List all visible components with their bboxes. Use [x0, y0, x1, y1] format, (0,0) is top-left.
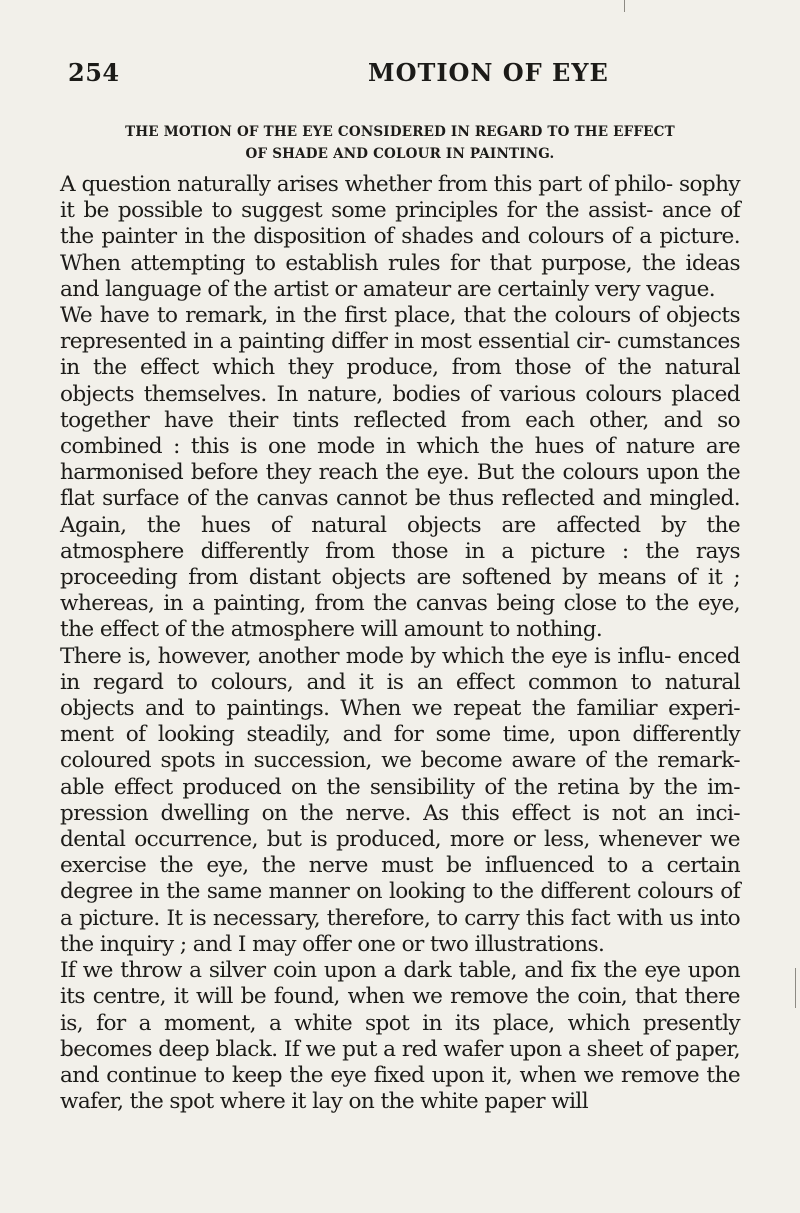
paragraph-4: If we throw a silver coin upon a dark table, and fix the eye upon its centre, it will be found, when we remove the coin, that there is, for a moment, a white spot in its place, which presently becomes deep black. If we put a red wafer upon a sheet of paper, and continue to keep the eye fixed upon it, when we remove the wafer, the spot where it lay on the white paper will — [60, 958, 740, 1115]
page-number: 254 — [68, 58, 120, 87]
paragraph-1: A question naturally arises whether from this part of philo- sophy it be possible to suggest some principles for the assist- ance of the painter in the disposition of shades and colours of a picture. When attempting to establish rules for that purpose, the ideas and language of the artist or amateur are certainly very vague. — [60, 172, 740, 302]
scan-mark-top — [624, 0, 625, 12]
section-heading-line-1: THE MOTION OF THE EYE CONSIDERED IN REGARD TO THE EFFECT — [125, 124, 675, 140]
section-heading-line-2: OF SHADE AND COLOUR IN PAINTING. — [245, 146, 555, 162]
paragraph-3: There is, however, another mode by which the eye is influ- enced in regard to colours, and it is an effect common to natural objects and to paintings. When we repeat the familiar experi- ment of looking steadily, and for some time, upon differently coloured spots in succession, we become aware of the remark- able effect produced on the sensibility of the retina by the im- pression dwelling on the nerve. As this effect is not an inci- dental occurrence, but is produced, more or less, whenever we exercise the eye, the nerve must be influenced to a certain degree in the same manner on looking to the different colours of a picture. It is necessary, therefore, to carry this fact with us into the inquiry ; and I may offer one or two illustrations. — [60, 643, 740, 957]
scan-mark-edge — [795, 968, 796, 1008]
paragraph-2: We have to remark, in the first place, that the colours of objects represented in a painting differ in most essential cir- cumstances in the effect which they produce, from those of the natural objects themselves. In nature, bodies of various colours placed together have their tints reflected from each other, and so combined : this is one mode in which the hues of nature are harmonised before they reach the eye. But the colours upon the flat surface of the canvas cannot be thus reflected and mingled. Again, the hues of natural objects are affected by the atmosphere differently from those in a picture : the rays proceeding from distant objects are softened by means of it ; whereas, in a painting, from the canvas being close to the eye, the effect of the atmosphere will amount to nothing. — [60, 303, 740, 643]
body-text — [60, 172, 740, 1115]
section-heading — [60, 121, 740, 165]
running-title: MOTION OF EYE — [368, 58, 609, 87]
running-head — [60, 58, 740, 94]
